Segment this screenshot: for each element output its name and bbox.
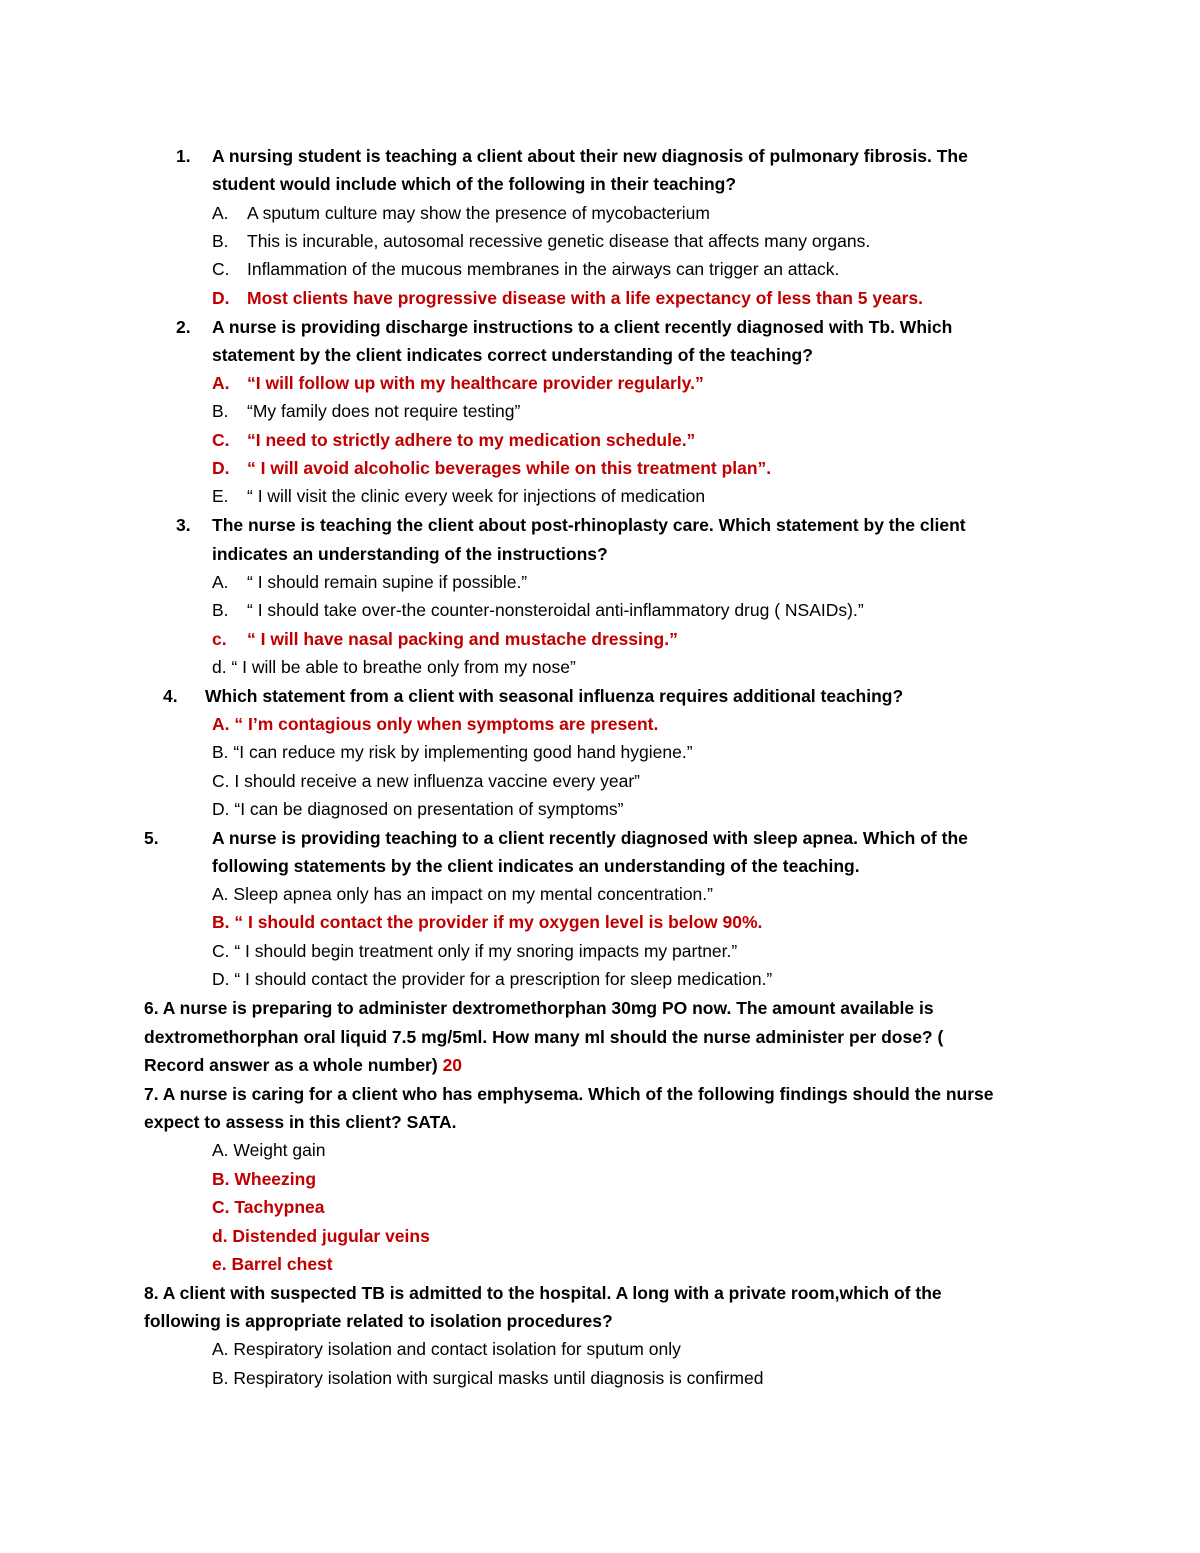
question-stem-line: expect to assess in this client? SATA. [144,1112,457,1132]
option-text: “My family does not require testing” [247,401,521,421]
correct-option-text: “ I will avoid alcoholic beverages while on this treatment plan”. [247,458,772,478]
option-text: d. “ I will be able to breathe only from my nose” [212,657,576,677]
correct-option-text: C. Tachypnea [212,1197,325,1217]
option-text: A. Respiratory isolation and contact isolation for sputum only [212,1339,681,1359]
question-number: 1. [176,146,191,166]
correct-option-letter: A. [212,373,230,393]
option-text: A sputum culture may show the presence of mycobacterium [247,203,710,223]
question-stem-line: A nurse is providing teaching to a client recently diagnosed with sleep apnea. Which of the [212,828,968,848]
question-stem-line: The nurse is teaching the client about post-rhinoplasty care. Which statement by the client [212,515,966,535]
option-text: A. Sleep apnea only has an impact on my mental concentration.” [212,884,713,904]
correct-option-letter: D. [212,288,230,308]
correct-option-text: Most clients have progressive disease with a life expectancy of less than 5 years. [247,288,923,308]
correct-option-text: d. Distended jugular veins [212,1226,430,1246]
correct-option-text: e. Barrel chest [212,1254,333,1274]
question-stem-line: following statements by the client indicates an understanding of the teaching. [212,856,860,876]
question-stem-line: statement by the client indicates correct understanding of the teaching? [212,345,813,365]
correct-option-letter: D. [212,458,230,478]
question-stem-line: indicates an understanding of the instructions? [212,544,608,564]
option-text: “ I should remain supine if possible.” [247,572,528,592]
question-stem-line: dextromethorphan oral liquid 7.5 mg/5ml. How many ml should the nurse administer per dose? ( [144,1027,944,1047]
correct-option-text: “I need to strictly adhere to my medication schedule.” [247,430,696,450]
question-stem-line: Which statement from a client with seasonal influenza requires additional teaching? [205,686,904,706]
option-letter: B. [212,600,229,620]
option-text: “ I will visit the clinic every week for injections of medication [247,486,706,506]
option-letter: E. [212,486,229,506]
question-number: 5. [144,828,159,848]
option-text: B. “I can reduce my risk by implementing good hand hygiene.” [212,742,693,762]
answer-value: 20 [442,1055,463,1075]
option-letter: A. [212,203,229,223]
option-letter: B. [212,231,229,251]
option-text: This is incurable, autosomal recessive genetic disease that affects many organs. [247,231,871,251]
option-text: Inflammation of the mucous membranes in the airways can trigger an attack. [247,259,840,279]
option-text: C. I should receive a new influenza vaccine every year” [212,771,640,791]
question-number: 2. [176,317,191,337]
question-stem-text: Record answer as a whole number) [144,1055,438,1075]
question-stem-line: A nursing student is teaching a client about their new diagnosis of pulmonary fibrosis. The [212,146,968,166]
question-stem-line [144,1054,462,1076]
question-stem-line: following is appropriate related to isolation procedures? [144,1311,613,1331]
correct-option-text: “ I will have nasal packing and mustache dressing.” [247,629,678,649]
correct-option-text: B. Wheezing [212,1169,317,1189]
question-number: 4. [163,686,178,706]
question-number: 3. [176,515,191,535]
option-letter: A. [212,572,229,592]
option-text: D. “I can be diagnosed on presentation of symptoms” [212,799,624,819]
option-text: C. “ I should begin treatment only if my snoring impacts my partner.” [212,941,738,961]
option-text: A. Weight gain [212,1140,326,1160]
question-stem-line: 8. A client with suspected TB is admitted to the hospital. A long with a private room,which of the [144,1283,942,1303]
option-text: “ I should take over-the counter-nonsteroidal anti-inflammatory drug ( NSAIDs).” [247,600,864,620]
option-letter: C. [212,259,230,279]
correct-option-letter: c. [212,629,227,649]
option-letter: B. [212,401,229,421]
correct-option-text: A. “ I’m contagious only when symptoms are present. [212,714,659,734]
question-stem-line: 7. A nurse is caring for a client who has emphysema. Which of the following findings should the nurse [144,1084,994,1104]
correct-option-text: B. “ I should contact the provider if my oxygen level is below 90%. [212,912,763,932]
question-stem-line: 6. A nurse is preparing to administer dextromethorphan 30mg PO now. The amount available is [144,998,934,1018]
option-text: B. Respiratory isolation with surgical masks until diagnosis is confirmed [212,1368,764,1388]
question-stem-line: student would include which of the following in their teaching? [212,174,737,194]
correct-option-letter: C. [212,430,230,450]
correct-option-text: “I will follow up with my healthcare provider regularly.” [247,373,704,393]
question-stem-line: A nurse is providing discharge instructions to a client recently diagnosed with Tb. Which [212,317,953,337]
option-text: D. “ I should contact the provider for a prescription for sleep medication.” [212,969,773,989]
